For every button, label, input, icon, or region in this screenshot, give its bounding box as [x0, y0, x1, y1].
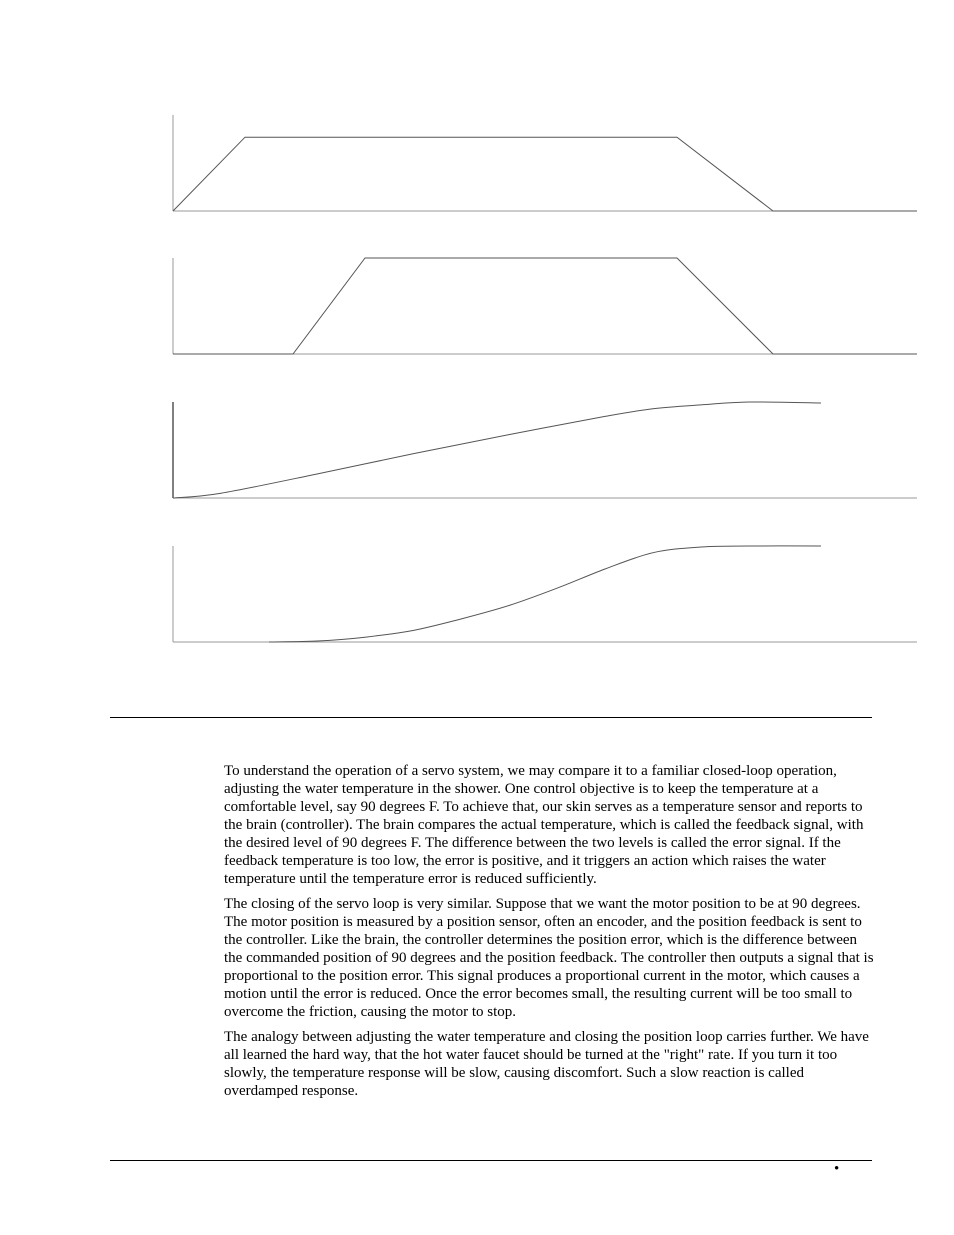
paragraph-servo-loop: The closing of the servo loop is very similar. Suppose that we want the motor position to be at 90 degrees. The motor position is measured by a position sensor, often an encoder, and the position feedback is sent to the controller. Like the brain, the controller determines the position error, which is the difference between the commanded position of 90 degrees and the position feedback. The controller then outputs a signal that is proportional to the position error. This signal produces a proportional current in the motor, which causes a motion until the error is reduced. Once the error becomes small, the resulting current will be too small to overcome the friction, causing the motor to stop.	[224, 896, 874, 1020]
body-text	[224, 762, 874, 1107]
plot-3	[173, 402, 917, 498]
plot-1	[173, 115, 917, 211]
plot-4-trace	[269, 546, 821, 642]
plot-2-trace	[173, 258, 917, 354]
plot-2	[173, 258, 917, 354]
paragraph-overdamped: The analogy between adjusting the water temperature and closing the position loop carries further. We have all learned the hard way, that the hot water faucet should be turned at the "right" rate. If you turn it too slowly, the temperature response will be slow, causing discomfort. Such a slow reaction is called overdamped response.	[224, 1029, 869, 1099]
plot-1-trace	[173, 137, 917, 211]
plot-3-trace	[173, 402, 821, 498]
footer-rule	[110, 1160, 872, 1161]
footer-bullet: •	[834, 1161, 840, 1177]
plot-4	[173, 546, 917, 642]
paragraph-shower-analogy: To understand the operation of a servo system, we may compare it to a familiar closed-loop operation, adjusting the water temperature in the shower. One control objective is to keep the temperature at a comfortable level, say 90 degrees F. To achieve that, our skin serves as a temperature sensor and reports to the brain (controller). The brain compares the actual temperature, which is called the feedback signal, with the desired level of 90 degrees F. The difference between the two levels is called the error signal. If the feedback temperature is too low, the error is positive, and it triggers an action which raises the water temperature until the temperature error is reduced sufficiently.	[224, 763, 864, 887]
section-divider	[110, 717, 872, 718]
